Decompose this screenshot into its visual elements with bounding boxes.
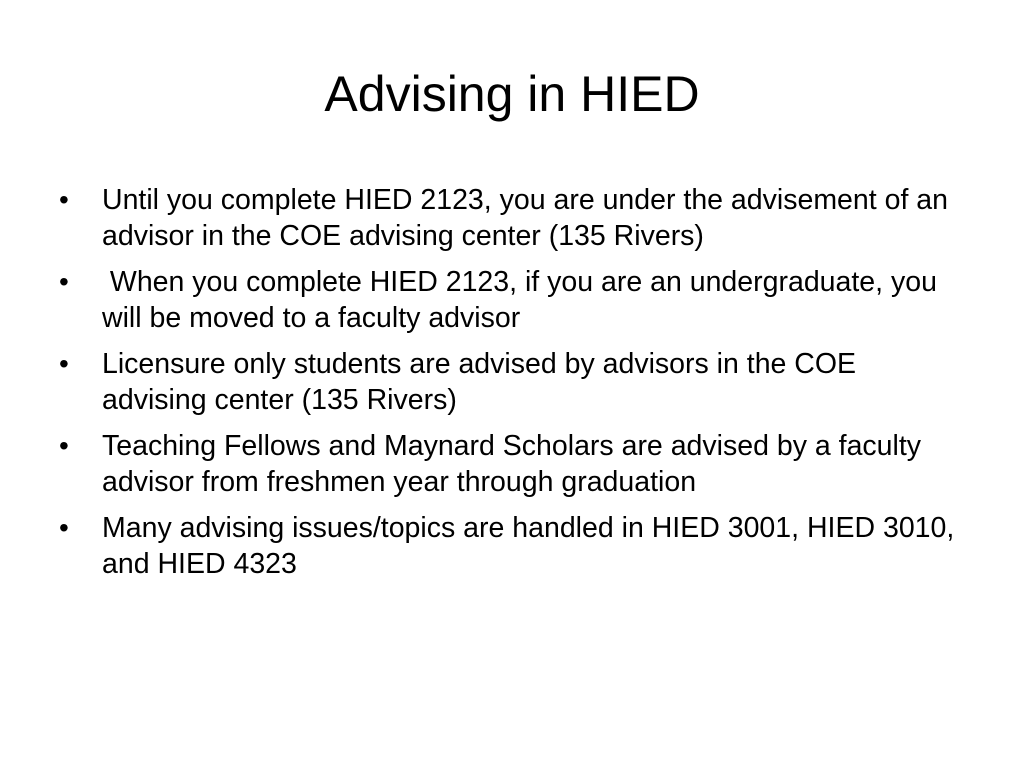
bullet-item [56,182,966,254]
bullet-item [56,346,966,418]
bullet-icon: • [59,184,69,215]
bullet-icon: • [59,266,69,297]
bullet-text: Many advising issues/topics are handled in HIED 3001, HIED 3010, and HIED 4323 [102,512,955,580]
bullet-text: Licensure only students are advised by advisors in the COE advising center (135 Rivers) [102,348,857,416]
bullet-text: Teaching Fellows and Maynard Scholars are advised by a faculty advisor from freshmen year through graduation [102,430,922,498]
bullet-text: Until you complete HIED 2123, you are under the advisement of an advisor in the COE advising center (135 Rivers) [102,184,948,252]
bullet-list [56,182,966,592]
bullet-icon: • [59,512,69,543]
bullet-icon: • [59,348,69,379]
bullet-icon: • [59,430,69,461]
bullet-text: When you complete HIED 2123, if you are an undergraduate, you will be moved to a faculty advisor [102,266,937,334]
bullet-item [56,428,966,500]
bullet-item [56,510,966,582]
bullet-item [56,264,966,336]
slide-title: Advising in HIED [324,66,700,122]
